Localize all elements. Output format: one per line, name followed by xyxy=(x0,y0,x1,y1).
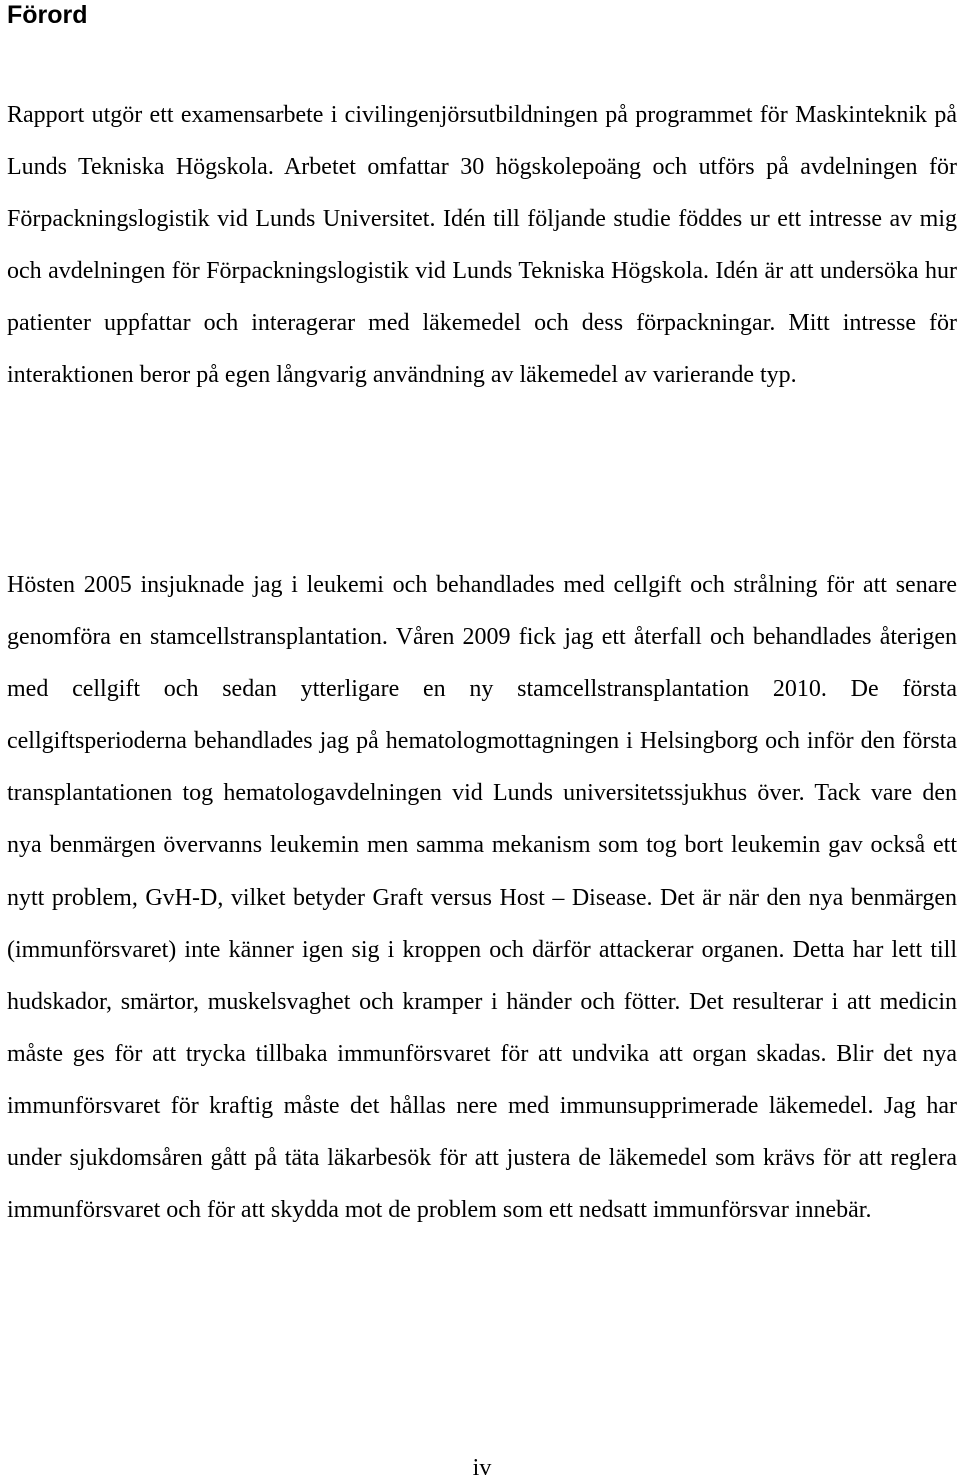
page-heading: Förord xyxy=(7,1,88,29)
document-page xyxy=(7,0,957,1481)
paragraph-2: Hösten 2005 insjuknade jag i leukemi och behandlades med cellgift och strålning för att senare genomföra en stamcellstransplantation. Våren 2009 fick jag ett återfall och behandlades återigen med cellgift och sedan ytterligare en ny stamcellstransplantation 2010. De första cellgiftsperioderna behandlades jag på hematologmottagningen i Helsingborg och inför den första transplantationen tog hematologavdelningen vid Lunds universitetssjukhus över. Tack vare den nya benmärgen övervanns leukemin men samma mekanism som tog bort leukemin gav också ett nytt problem, GvH-D, vilket betyder Graft versus Host – Disease. Det är när den nya benmärgen (immunförsvaret) inte känner igen sig i kroppen och därför attackerar organen. Detta har lett till hudskador, smärtor, muskelsvaghet och kramper i händer och fötter. Det resulterar i att medicin måste ges för att trycka tillbaka immunförsvaret för att undvika att organ skadas. Blir det nya immunförsvaret för kraftig måste det hållas nere med immunsupprimerade läkemedel. Jag har under sjukdomsåren gått på täta läkarbesök för att justera de läkemedel som krävs för att reglera immunförsvaret och för att skydda mot de problem som ett nedsatt immunförsvar innebär. xyxy=(7,572,957,1224)
paragraph-1: Rapport utgör ett examensarbete i civilingenjörsutbildningen på programmet för Maskinteknik på Lunds Tekniska Högskola. Arbetet omfattar 30 högskolepoäng och utförs på avdelningen för Förpackningslogistik vid Lunds Universitet. Idén till följande studie föddes ur ett intresse av mig och avdelningen för Förpackningslogistik vid Lunds Tekniska Högskola. Idén är att undersöka hur patienter uppfattar och interagerar med läkemedel och dess förpackningar. Mitt intresse för interaktionen beror på egen långvarig användning av läkemedel av varierande typ. xyxy=(7,102,957,389)
page-number: iv xyxy=(472,1455,492,1481)
